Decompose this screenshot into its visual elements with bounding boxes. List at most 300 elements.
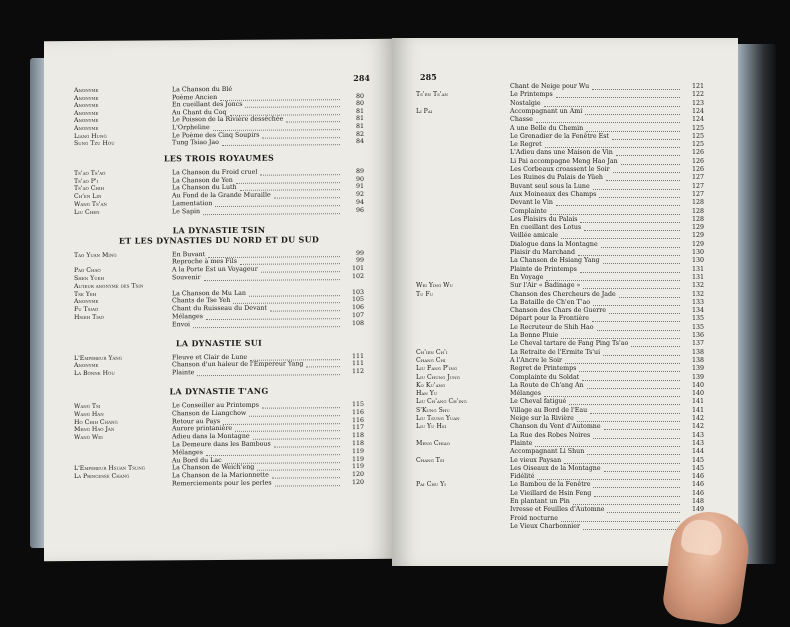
toc-page-number: 140 — [682, 390, 704, 398]
toc-author: Pai Chu Yi — [416, 481, 446, 489]
left-page-contents — [44, 39, 394, 41]
toc-leader-dots — [579, 365, 680, 372]
toc-title: Fidélité — [510, 473, 534, 481]
toc-leader-dots — [590, 407, 680, 414]
toc-entry — [416, 141, 704, 149]
toc-author: Li Pai — [416, 108, 432, 116]
toc-leader-dots — [203, 207, 340, 215]
toc-title: Remerciements pour les perles — [172, 480, 272, 489]
toc-leader-dots — [564, 457, 680, 464]
toc-author: Sung Tzu Hou — [74, 140, 115, 148]
toc-entry — [74, 138, 364, 148]
toc-title: Regret de Printemps — [510, 365, 576, 373]
toc-title: Devant le Vin — [510, 199, 553, 207]
toc-page-number: 118 — [342, 440, 364, 448]
toc-author: Wang Han — [74, 411, 104, 419]
section-heading: LA DYNASTIE TSIN — [44, 223, 394, 235]
toc-entry — [416, 390, 704, 398]
toc-leader-dots — [597, 324, 680, 331]
toc-title: Complainte — [510, 208, 547, 216]
toc-author: La Bonne Hou — [74, 370, 115, 378]
toc-page-number: 131 — [682, 274, 704, 282]
toc-title: Chant du Ruisseau du Devant — [172, 305, 267, 314]
toc-page-number: 149 — [682, 506, 704, 514]
toc-leader-dots — [599, 191, 680, 198]
toc-entry — [416, 199, 704, 207]
toc-author: Shen Yueh — [74, 275, 104, 283]
toc-title: Plainte — [172, 369, 194, 377]
toc-leader-dots — [306, 361, 340, 368]
toc-entry — [416, 415, 704, 423]
toc-entry — [416, 191, 704, 199]
toc-page-number: 81 — [342, 115, 364, 123]
section-heading: LA DYNASTIE SUI — [44, 336, 394, 348]
toc-entry — [416, 282, 704, 290]
toc-page-number: 112 — [342, 368, 364, 376]
toc-title: L'Orpheline — [172, 124, 210, 132]
toc-entry — [416, 116, 704, 124]
toc-leader-dots — [236, 176, 340, 184]
toc-author: Meng Chiao — [416, 440, 450, 448]
toc-page-number: 82 — [342, 131, 364, 139]
toc-page-number: 117 — [342, 424, 364, 432]
toc-leader-dots — [261, 265, 340, 273]
toc-leader-dots — [536, 116, 680, 123]
toc-leader-dots — [612, 133, 680, 140]
toc-entry — [416, 398, 704, 406]
toc-title: Le Conseiller au Printemps — [172, 402, 259, 411]
toc-title: Accompagnant Li Shun — [510, 448, 584, 456]
toc-title: Accompagnant un Ami — [510, 108, 582, 116]
toc-leader-dots — [257, 464, 340, 472]
toc-leader-dots — [587, 448, 680, 455]
toc-page-number: 148 — [682, 498, 704, 506]
toc-page-number: 130 — [682, 249, 704, 257]
toc-title: Lamentation — [172, 200, 212, 208]
toc-author: Ts'ao Chih — [74, 185, 104, 193]
toc-leader-dots — [587, 382, 680, 389]
toc-page-number: 129 — [682, 241, 704, 249]
toc-leader-dots — [274, 440, 340, 447]
toc-entry — [416, 490, 704, 498]
toc-entry — [416, 432, 704, 440]
toc-page-number: 81 — [342, 123, 364, 131]
toc-entry — [416, 183, 704, 191]
toc-leader-dots — [240, 258, 340, 266]
toc-title: Le Vieux Charbonnier — [510, 523, 580, 531]
toc-title: En Buvant — [172, 251, 205, 259]
toc-title: Au Fond de la Grande Muraille — [172, 192, 271, 201]
toc-page-number: 126 — [682, 149, 704, 157]
toc-page-number: 127 — [682, 191, 704, 199]
toc-page-number: 136 — [682, 332, 704, 340]
toc-title: Aux Moineaux des Champs — [510, 191, 596, 199]
toc-title: Le Bambou de la Fenêtre — [510, 481, 590, 489]
left-page — [44, 39, 394, 561]
toc-title: Chanson de Liangchow — [172, 410, 246, 419]
toc-author: Ts'en Ts'an — [416, 91, 448, 99]
toc-page-number: 146 — [682, 481, 704, 489]
toc-page-number: 80 — [342, 100, 364, 108]
toc-leader-dots — [225, 456, 340, 464]
toc-page-number: 126 — [682, 166, 704, 174]
toc-title: Chants de Tse Yeh — [172, 297, 230, 305]
toc-leader-dots — [580, 266, 680, 273]
toc-page-number: 145 — [682, 457, 704, 465]
toc-leader-dots — [262, 131, 340, 139]
toc-entry — [416, 465, 704, 473]
toc-title: La Chanson du Luth — [172, 184, 237, 192]
toc-entry — [416, 357, 704, 365]
toc-page-number: 96 — [342, 207, 364, 215]
toc-entry — [416, 174, 704, 182]
toc-leader-dots — [545, 141, 680, 148]
toc-title: La Bataille de Ch'en T'ao — [510, 299, 590, 307]
toc-leader-dots — [583, 282, 680, 289]
toc-page-number: 143 — [682, 432, 704, 440]
toc-title: Départ pour la Frontière — [510, 315, 589, 323]
toc-page-number: 141 — [682, 407, 704, 415]
toc-title: Ivresse et Feuilles d'Automne — [510, 506, 604, 514]
toc-page-number: 125 — [682, 141, 704, 149]
toc-title: Les Ruines du Palais de Yüeh — [510, 174, 603, 182]
toc-entry — [416, 481, 704, 489]
toc-entry — [416, 232, 704, 240]
toc-title: La Chanson de Mu Lan — [172, 289, 246, 298]
toc-title: Chanson du Vent d'Automne — [510, 423, 601, 431]
toc-entry — [416, 133, 704, 141]
toc-page-number: 124 — [682, 108, 704, 116]
toc-title: Au Chant du Coq — [172, 109, 227, 117]
toc-page-number: 111 — [342, 353, 364, 361]
toc-page-number: 102 — [342, 273, 364, 281]
toc-entry — [416, 249, 704, 257]
toc-title: La Chanson de Yen — [172, 176, 233, 184]
toc-title: Fleuve et Clair de Lune — [172, 353, 247, 362]
toc-author: Ko Ku'ang — [416, 382, 445, 390]
toc-page-number: 135 — [682, 315, 704, 323]
toc-author: Wei Ying Wu — [416, 282, 453, 290]
toc-author: Tse Yeh — [74, 290, 96, 298]
toc-entry — [416, 216, 704, 224]
toc-leader-dots — [253, 432, 340, 440]
toc-author: S'Kung Shu — [416, 407, 450, 415]
toc-leader-dots — [272, 471, 340, 478]
toc-title: A l'Ancre le Soir — [510, 357, 562, 365]
toc-author: Chang Tsi — [416, 457, 444, 465]
toc-entry — [416, 340, 704, 348]
toc-entry — [416, 382, 704, 390]
toc-page-number: 120 — [342, 471, 364, 479]
toc-leader-dots — [215, 199, 340, 207]
toc-title: Mélanges — [172, 313, 203, 321]
toc-page-number: 144 — [682, 448, 704, 456]
toc-entry — [416, 315, 704, 323]
toc-author: Wang Wei — [74, 434, 103, 442]
toc-title: Sur l'Air « Badinage » — [510, 282, 580, 290]
toc-page-number: 127 — [682, 174, 704, 182]
toc-leader-dots — [544, 100, 680, 107]
toc-entry — [416, 299, 704, 307]
toc-entry — [416, 473, 704, 481]
toc-entry — [416, 166, 704, 174]
toc-page-number: 92 — [342, 191, 364, 199]
toc-title: Les Plaisirs du Palais — [510, 216, 577, 224]
toc-leader-dots — [240, 184, 340, 192]
toc-leader-dots — [603, 257, 680, 264]
toc-leader-dots — [223, 417, 340, 425]
toc-leader-dots — [594, 490, 680, 497]
page-number-right: 285 — [420, 72, 437, 82]
toc-entry — [416, 324, 704, 332]
toc-page-number: 99 — [342, 257, 364, 265]
toc-title: La Retraite de l'Ermite Ts'ui — [510, 349, 600, 357]
toc-author: Wang Ts'an — [74, 201, 107, 209]
toc-title: Li Pai accompagne Meng Hao Jan — [510, 158, 618, 166]
toc-leader-dots — [537, 473, 680, 480]
toc-entry — [416, 274, 704, 282]
toc-leader-dots — [573, 498, 680, 505]
toc-title: Complainte du Soldat — [510, 374, 579, 382]
toc-title: Envoi — [172, 321, 190, 329]
toc-entry — [416, 448, 704, 456]
toc-title: En plantant un Pin — [510, 498, 570, 506]
toc-leader-dots — [607, 506, 680, 513]
toc-title: Chasse — [510, 116, 533, 124]
toc-title: La Rue des Robes Noires — [510, 432, 590, 440]
toc-entry — [416, 291, 704, 299]
toc-leader-dots — [601, 241, 680, 248]
toc-leader-dots — [249, 409, 340, 417]
toc-author: Anonyme — [74, 362, 98, 370]
toc-title: Froid nocturne — [510, 515, 558, 523]
toc-title: Le Sapin — [172, 208, 200, 216]
toc-page-number: 128 — [682, 199, 704, 207]
toc-leader-dots — [621, 158, 680, 165]
toc-page-number: 146 — [682, 473, 704, 481]
toc-page-number: 105 — [342, 296, 364, 304]
toc-title: L'Adieu dans une Maison de Vin — [510, 149, 613, 157]
toc-page-number: 116 — [342, 409, 364, 417]
toc-title: La Chanson de Weich'eng — [172, 464, 254, 473]
toc-title: Reproche à mes Fils — [172, 258, 237, 266]
toc-entry — [416, 241, 704, 249]
toc-page-number: 106 — [342, 304, 364, 312]
toc-author: La Princesse Chang — [74, 473, 129, 481]
toc-page-number: 129 — [682, 224, 704, 232]
toc-author: Anonyme — [74, 110, 98, 118]
toc-page-number: 103 — [342, 289, 364, 297]
toc-title: La Chanson du Froid cruel — [172, 169, 257, 178]
toc-title: Le Recruteur de Shih Hao — [510, 324, 594, 332]
toc-page-number: 81 — [342, 108, 364, 116]
toc-title: Dialogue dans la Montagne — [510, 241, 598, 249]
toc-page-number: 126 — [682, 158, 704, 166]
right-page — [392, 38, 738, 566]
toc-entry — [416, 83, 704, 91]
section-heading: LA DYNASTIE T'ANG — [44, 385, 394, 397]
toc-title: Les Oiseaux de la Montagne — [510, 465, 601, 473]
toc-author: Liu Fang P'ing — [416, 365, 457, 373]
toc-leader-dots — [213, 123, 340, 131]
section-heading: ET LES DYNASTIES DU NORD ET DU SUD — [44, 233, 394, 245]
toc-leader-dots — [631, 340, 680, 347]
toc-title: La Demeure dans les Bambous — [172, 441, 271, 450]
toc-title: Poème Ancien — [172, 94, 217, 102]
toc-author: Anonyme — [74, 117, 98, 125]
toc-author: Anonyme — [74, 102, 98, 110]
toc-leader-dots — [556, 91, 680, 98]
toc-page-number: 127 — [682, 183, 704, 191]
toc-author: Auteur anonyme des Tsin — [74, 282, 143, 290]
toc-leader-dots — [286, 116, 340, 123]
toc-title: La Bonne Pluie — [510, 332, 558, 340]
toc-author: Ch'en Lin — [74, 193, 102, 201]
toc-title: A la Porte Est un Voyageur — [172, 266, 258, 275]
toc-title: A une Belle du Chemin — [510, 125, 583, 133]
toc-title: La Chanson de la Marionnette — [172, 472, 269, 481]
toc-leader-dots — [583, 523, 680, 530]
toc-page-number: 91 — [342, 183, 364, 191]
toc-leader-dots — [546, 274, 680, 281]
toc-leader-dots — [577, 415, 680, 422]
toc-page-number: 130 — [682, 257, 704, 265]
toc-page-number: 89 — [342, 168, 364, 176]
toc-entry — [416, 158, 704, 166]
toc-leader-dots — [561, 232, 680, 239]
toc-title: Buvant seul sous la Lune — [510, 183, 590, 191]
toc-title: Aurore printanière — [172, 425, 232, 433]
toc-author: Meng Hao Jan — [74, 426, 114, 434]
toc-page-number: 118 — [342, 432, 364, 440]
toc-title: La Chanson de Hsiang Yang — [510, 257, 600, 265]
toc-title: En cueillant des Lotus — [510, 224, 581, 232]
toc-page-number: 90 — [342, 176, 364, 184]
toc-page-number: 138 — [682, 357, 704, 365]
toc-title: Chanson d'un haleur de l'Empereur Yang — [172, 361, 303, 370]
toc-page-number: 133 — [682, 299, 704, 307]
toc-title: Le Cheval fatigué — [510, 398, 566, 406]
toc-title: Chant de Neige pour Wu — [510, 83, 589, 91]
toc-page-number: 129 — [682, 232, 704, 240]
toc-title: En Voyage — [510, 274, 543, 282]
toc-author: Fu Tsiao — [74, 306, 98, 314]
toc-page-number: 116 — [342, 417, 364, 425]
toc-page-number: 142 — [682, 423, 704, 431]
toc-leader-dots — [235, 425, 340, 433]
toc-leader-dots — [584, 224, 680, 231]
toc-entry — [416, 100, 704, 108]
toc-leader-dots — [544, 390, 680, 397]
toc-page-number: 141 — [682, 398, 704, 406]
toc-leader-dots — [260, 168, 340, 176]
toc-title: Le Poisson de la Rivière desséchée — [172, 116, 283, 125]
toc-page-number: 134 — [682, 307, 704, 315]
toc-leader-dots — [593, 481, 680, 488]
toc-leader-dots — [561, 332, 680, 339]
toc-title: Le Regret — [510, 141, 542, 149]
toc-author: Liu Yu Hsi — [416, 423, 446, 431]
toc-author: Chang Chi — [416, 357, 446, 365]
toc-author: Ts'ao P'i — [74, 177, 98, 185]
toc-leader-dots — [197, 368, 340, 376]
toc-page-number: 119 — [342, 448, 364, 456]
toc-entry — [416, 349, 704, 357]
toc-page-number: 139 — [682, 365, 704, 373]
toc-page-number: 125 — [682, 125, 704, 133]
toc-entry — [416, 224, 704, 232]
toc-entry — [416, 498, 704, 506]
toc-title: En cueillant des Joncs — [172, 101, 242, 109]
toc-author: Liu Ch'ang Ch'ing — [416, 398, 467, 406]
toc-entry — [416, 457, 704, 465]
toc-leader-dots — [193, 320, 340, 328]
toc-page-number: 108 — [342, 320, 364, 328]
toc-leader-dots — [249, 289, 340, 297]
toc-leader-dots — [613, 166, 680, 173]
section-heading: LES TROIS ROYAUMES — [44, 152, 394, 164]
toc-page-number: 146 — [682, 490, 704, 498]
toc-page-number: 119 — [342, 456, 364, 464]
toc-leader-dots — [592, 83, 680, 90]
toc-leader-dots — [565, 357, 680, 364]
page-number-left: 284 — [353, 73, 370, 83]
toc-entry — [416, 257, 704, 265]
toc-entry — [416, 149, 704, 157]
toc-leader-dots — [578, 249, 680, 256]
toc-page-number: 128 — [682, 216, 704, 224]
toc-author: Liu Tsung Yuan — [416, 415, 460, 423]
toc-author: Ts'ao Ts'ao — [74, 170, 105, 178]
toc-leader-dots — [208, 250, 340, 258]
toc-title: La Route de Ch'ang An — [510, 382, 584, 390]
toc-leader-dots — [274, 191, 340, 198]
toc-leader-dots — [561, 515, 680, 522]
toc-leader-dots — [592, 315, 680, 322]
toc-page-number: 121 — [682, 83, 704, 91]
toc-title: Plainte — [510, 440, 532, 448]
toc-title: Plaisir du Marchand — [510, 249, 575, 257]
toc-author: Liu Chung Jung — [416, 374, 460, 382]
toc-page-number: 111 — [342, 360, 364, 368]
toc-author: Pao Chao — [74, 267, 101, 275]
toc-entry — [416, 307, 704, 315]
toc-leader-dots — [550, 208, 680, 215]
toc-title: Le Printemps — [510, 91, 553, 99]
toc-entry — [416, 91, 704, 99]
toc-author: Han Yu — [416, 390, 437, 398]
toc-leader-dots — [206, 312, 340, 320]
toc-author: Anonyme — [74, 87, 98, 95]
toc-page-number: 142 — [682, 415, 704, 423]
toc-title: Retour au Pays — [172, 418, 220, 426]
toc-title: Mélanges — [510, 390, 541, 398]
toc-entry — [416, 523, 704, 531]
toc-leader-dots — [569, 398, 680, 405]
toc-leader-dots — [222, 138, 340, 146]
toc-page-number: 115 — [342, 401, 364, 409]
toc-title: Veillée amicale — [510, 232, 558, 240]
toc-page-number: 138 — [682, 349, 704, 357]
toc-title: Le Poème des Cinq Soupirs — [172, 131, 259, 140]
toc-leader-dots — [604, 423, 680, 430]
toc-author: Tao Yuan Ming — [74, 251, 117, 259]
toc-leader-dots — [250, 353, 340, 361]
toc-entry — [74, 479, 364, 489]
toc-leader-dots — [593, 183, 680, 190]
toc-leader-dots — [582, 374, 680, 381]
toc-entry — [416, 266, 704, 274]
